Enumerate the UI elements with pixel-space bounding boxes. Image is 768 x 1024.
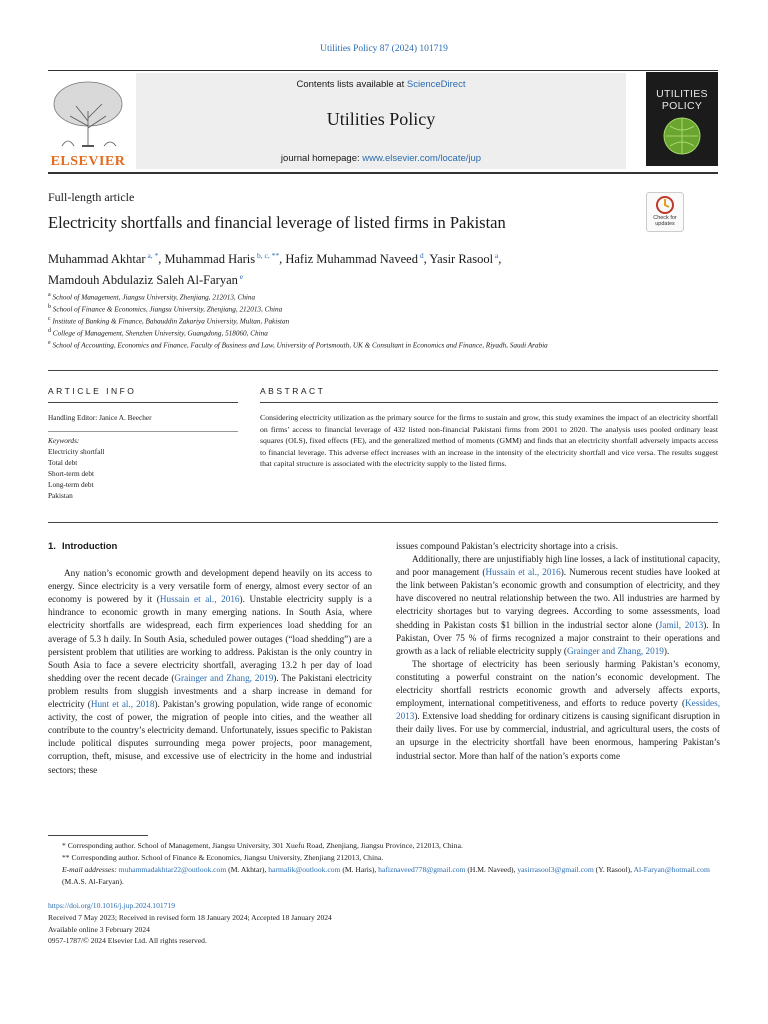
keyword-item: Pakistan	[48, 491, 73, 500]
affiliation-text: College of Management, Shenzhen University, Guangdong, 518060, China	[51, 329, 268, 338]
copyright: 0957-1787/© 2024 Elsevier Ltd. All rights reserved.	[48, 936, 207, 946]
affiliation-text: School of Finance & Economics, Jiangsu University, Zhenjiang, 212013, China	[51, 305, 283, 314]
author-name[interactable]: Hafiz Muhammad Naveed	[285, 252, 418, 267]
abstract-bottom-rule	[48, 522, 718, 523]
corresponding-author-note-1: * Corresponding author. School of Management, Jiangsu University, 301 Xuefu Road, Zhenjiang, Jiangsu Province, 212013, China.	[62, 841, 463, 850]
elsevier-wordmark: ELSEVIER	[50, 154, 126, 169]
affiliation-marker: a	[48, 292, 51, 298]
available-online: Available online 3 February 2024	[48, 924, 150, 934]
emphasis-text: E-mail addresses:	[62, 865, 119, 874]
body-column-left	[48, 540, 372, 777]
check-updates-label: Check for updates	[653, 215, 677, 227]
author-affiliation-marker[interactable]: a	[493, 251, 499, 260]
footnote-rule	[48, 835, 148, 836]
text-run: ).	[663, 645, 670, 656]
homepage-line	[136, 153, 626, 164]
keyword-item: Total debt	[48, 458, 78, 467]
abstract-text: Considering electricity utilization as the primary source for the firms to sustain and grow, this study examines the impact of an electricity shortfall on firms’ access to financial leverage of 432 listed non-financial Pakistani firms from 2001 to 2020. The analysis uses pooled ordinary least squares (OLS), fixed effects (FE), and the generalized method of moments (GMM) and finds that an electricity shortfall adversely impacts access to financial leverage. This adverse effect increases with an increase in the intensity of the electricity shortfall and vice versa. The results suggest that capital structure is associated with the electricity supply to the listed firms.	[260, 413, 718, 469]
introduction-heading	[48, 540, 372, 553]
author-list	[48, 247, 668, 289]
author-name[interactable]: Yasir Rasool	[429, 252, 494, 267]
publication-info	[48, 900, 718, 947]
received-dates: Received 7 May 2023; Received in revised form 18 January 2024; Accepted 18 January 2024	[48, 912, 332, 922]
email-link[interactable]: harmalik@outlook.com	[268, 865, 341, 874]
text-run: ). Numerous recent studies have looked at the link between Pakistan’s economic growth and consumption of electricity, and they have discovered no neutral relationship between the two. All industries are harmed by electricity shortages but to varying degrees. According to some assessments, load shedding in Pakistan costs $1 billion in the industrial sector alone (	[396, 567, 720, 630]
keyword-item: Electricity shortfall	[48, 447, 105, 456]
citation-link[interactable]: Grainger and Zhang, 2019	[566, 645, 664, 656]
sciencedirect-link[interactable]: ScienceDirect	[406, 79, 466, 90]
cover-globe-icon	[662, 116, 702, 156]
body-paragraph	[396, 553, 720, 658]
affiliation-marker: b	[48, 303, 51, 310]
author-affiliation-marker[interactable]: e	[237, 272, 244, 282]
citation-link[interactable]: Grainger and Zhang, 2019	[174, 672, 274, 683]
keywords-label: Keywords:	[48, 436, 80, 445]
email-link[interactable]: hafiznaveed778@gmail.com	[378, 865, 466, 874]
masthead-top-rule	[48, 70, 718, 71]
keyword-item: Long-term debt	[48, 480, 94, 489]
journal-masthead	[48, 70, 718, 170]
masthead-bottom-rule	[48, 172, 718, 174]
text-run: ). The Pakistani electricity problem results from sluggish investments and a sharp increase in demand for electricity (	[48, 672, 372, 710]
text-run: Additionally, there are unjustifiably high line losses, a lack of institutional capacity, and poor management (	[396, 554, 720, 578]
author-separator: ,	[423, 252, 430, 267]
homepage-link[interactable]: www.elsevier.com/locate/jup	[362, 153, 482, 164]
body-paragraph	[48, 567, 372, 777]
journal-reference[interactable]: Utilities Policy 87 (2024) 101719	[320, 44, 448, 54]
affiliation-marker: d	[48, 327, 51, 334]
citation-link[interactable]: Kessides, 2013	[396, 698, 720, 722]
affiliation-item	[48, 315, 668, 327]
text-run: (M.A.S. Al-Faryan).	[62, 877, 124, 886]
journal-title: Utilities Policy	[326, 109, 436, 129]
citation-link[interactable]: Jamil, 2013	[658, 619, 704, 630]
affiliation-marker: e	[48, 339, 51, 346]
text-run: ). Unstable electricity supply is a hindrance to economic growth in many emerging nations. In South Asia, where electricity shortfalls are widespread, each firm experiences load shedding for an average of 5.3 h daily. In South Asia, scheduled power outages (“load shedding”) are a persistent problem that utilities are working to address. Pakistan is the only country in South Asia to face a severe electricity shortfall, averaging 13.2 h per day of load shedding over the recent decade (	[48, 594, 373, 683]
affiliation-item	[48, 303, 668, 315]
affiliation-marker: c	[48, 315, 51, 322]
affiliation-list	[48, 291, 668, 350]
author-affiliation-marker[interactable]: d	[417, 251, 424, 260]
article-title: Electricity shortfalls and financial leverage of listed firms in Pakistan	[48, 213, 506, 232]
text-run: ). Pakistan’s growing population, wide range of economic activity, the cost of power, the migration of people into cities, and the weather all contribute to the country’s electricity demand. Unfortunately, issues specific to Pakistan include political disputes surrounding mega power projects, poor management, corruption, theft, misuse, and excessive use of electricity in the home and industrial sectors; these	[48, 699, 372, 775]
author-separator: ,	[279, 252, 286, 267]
journal-cover-thumbnail[interactable]	[646, 72, 718, 166]
text-run: (M. Akhtar),	[226, 865, 269, 874]
cover-title-line1: UTILITIES	[656, 88, 708, 100]
text-run: (H.M. Naveed),	[465, 865, 518, 874]
citation-link[interactable]: Hunt et al., 2018	[90, 699, 155, 710]
article-type: Full-length article	[48, 190, 135, 204]
affiliation-item	[48, 291, 668, 303]
affiliation-text: School of Management, Jiangsu University, Zhenjiang, 212013, China	[50, 293, 256, 302]
section-number: 1.	[48, 541, 56, 552]
author-affiliation-marker[interactable]: a, *	[145, 251, 159, 260]
body-paragraph-continued: issues compound Pakistan’s electricity shortage into a crisis.	[396, 541, 618, 551]
abstract-rule	[260, 402, 718, 403]
text-run: The shortage of electricity has been seriously harming Pakistan’s economy, constituting a powerful constraint on the nation’s economic development. The electricity shortfall restricts economic growth and adversely affects exports, employment, international competitiveness, and efforts to reduce poverty (	[396, 658, 720, 709]
affiliation-item	[48, 339, 668, 351]
citation-link[interactable]: Hussain et al., 2016	[485, 567, 561, 578]
doi-link[interactable]: https://doi.org/10.1016/j.jup.2024.101719	[48, 901, 176, 910]
article-info-heading: ARTICLE INFO	[48, 386, 137, 396]
text-run: ). Extensive load shedding for ordinary citizens is causing significant disruption in their daily lives. For use by commercial, industrial, and agricultural users, the costs of an upsurge in the electricity shortfall have been enormous, hampering Pakistan’s industrial sector. More than half of the nation’s exports come	[396, 711, 720, 761]
keyword-list	[48, 446, 105, 501]
section-title: Introduction	[61, 541, 118, 552]
body-paragraph	[396, 658, 720, 763]
affiliation-text: School of Accounting, Economics and Finance, Faculty of Business and Law, University of Portsmouth, UK & Consultant in Economics and Finance, Riyadh, Saudi Arabia	[50, 340, 548, 349]
text-run: (Y. Rasool),	[593, 865, 634, 874]
section-divider	[48, 370, 718, 371]
article-info-panel	[48, 386, 238, 500]
citation-link[interactable]: Hussain et al., 2016	[159, 594, 240, 605]
text-run: (M. Haris),	[340, 865, 379, 874]
keywords-rule	[48, 431, 238, 432]
footnotes	[48, 840, 718, 888]
journal-info-band	[136, 73, 626, 169]
check-for-updates-button[interactable]	[646, 192, 684, 232]
text-run: Any nation’s economic growth and development depend heavily on its access to energy. Since electricity is a very versatile form of energy, almost every sector of an economy is powered by it (	[48, 568, 372, 605]
contents-prefix: Contents lists available at	[296, 79, 407, 90]
keyword-item: Short-term debt	[48, 469, 95, 478]
affiliation-text: Institute of Banking & Finance, Bahauddin Zakariya University, Multan, Pakistan	[50, 317, 290, 326]
contents-line	[136, 79, 626, 90]
corresponding-author-note-2: ** Corresponding author. School of Finance & Economics, Jiangsu University, Zhenjiang 212013, China.	[62, 853, 384, 862]
email-link[interactable]: muhammadakhtar22@outlook.com	[118, 865, 227, 874]
abstract-heading: ABSTRACT	[260, 386, 326, 396]
author-name[interactable]: Mamdouh Abdulaziz Saleh Al-Faryan	[48, 273, 238, 288]
author-separator: ,	[498, 252, 502, 267]
email-link[interactable]: yasirrasool3@gmail.com	[517, 865, 594, 874]
abstract-panel	[260, 386, 718, 469]
affiliation-item	[48, 327, 668, 339]
article-info-rule	[48, 402, 238, 403]
author-separator: ,	[158, 252, 165, 267]
homepage-prefix: journal homepage:	[280, 153, 363, 164]
author-name[interactable]: Muhammad Haris	[164, 252, 256, 267]
check-updates-icon	[656, 196, 674, 214]
cover-title-line2: POLICY	[661, 100, 703, 112]
email-addresses	[48, 864, 718, 888]
author-name[interactable]: Muhammad Akhtar	[48, 252, 146, 267]
text-run: ). In Pakistan, Over 75 % of firms recognized a major constraint to their operations and growth as a lack of reliable electricity supply (	[396, 619, 720, 656]
author-affiliation-marker[interactable]: b, c, **	[255, 251, 280, 260]
body-column-right	[396, 540, 720, 763]
handling-editor: Handling Editor: Janice A. Beecher	[48, 413, 152, 422]
elsevier-tree-logo-icon[interactable]	[48, 76, 128, 168]
email-link[interactable]: Al-Faryan@hotmail.com	[633, 865, 710, 874]
